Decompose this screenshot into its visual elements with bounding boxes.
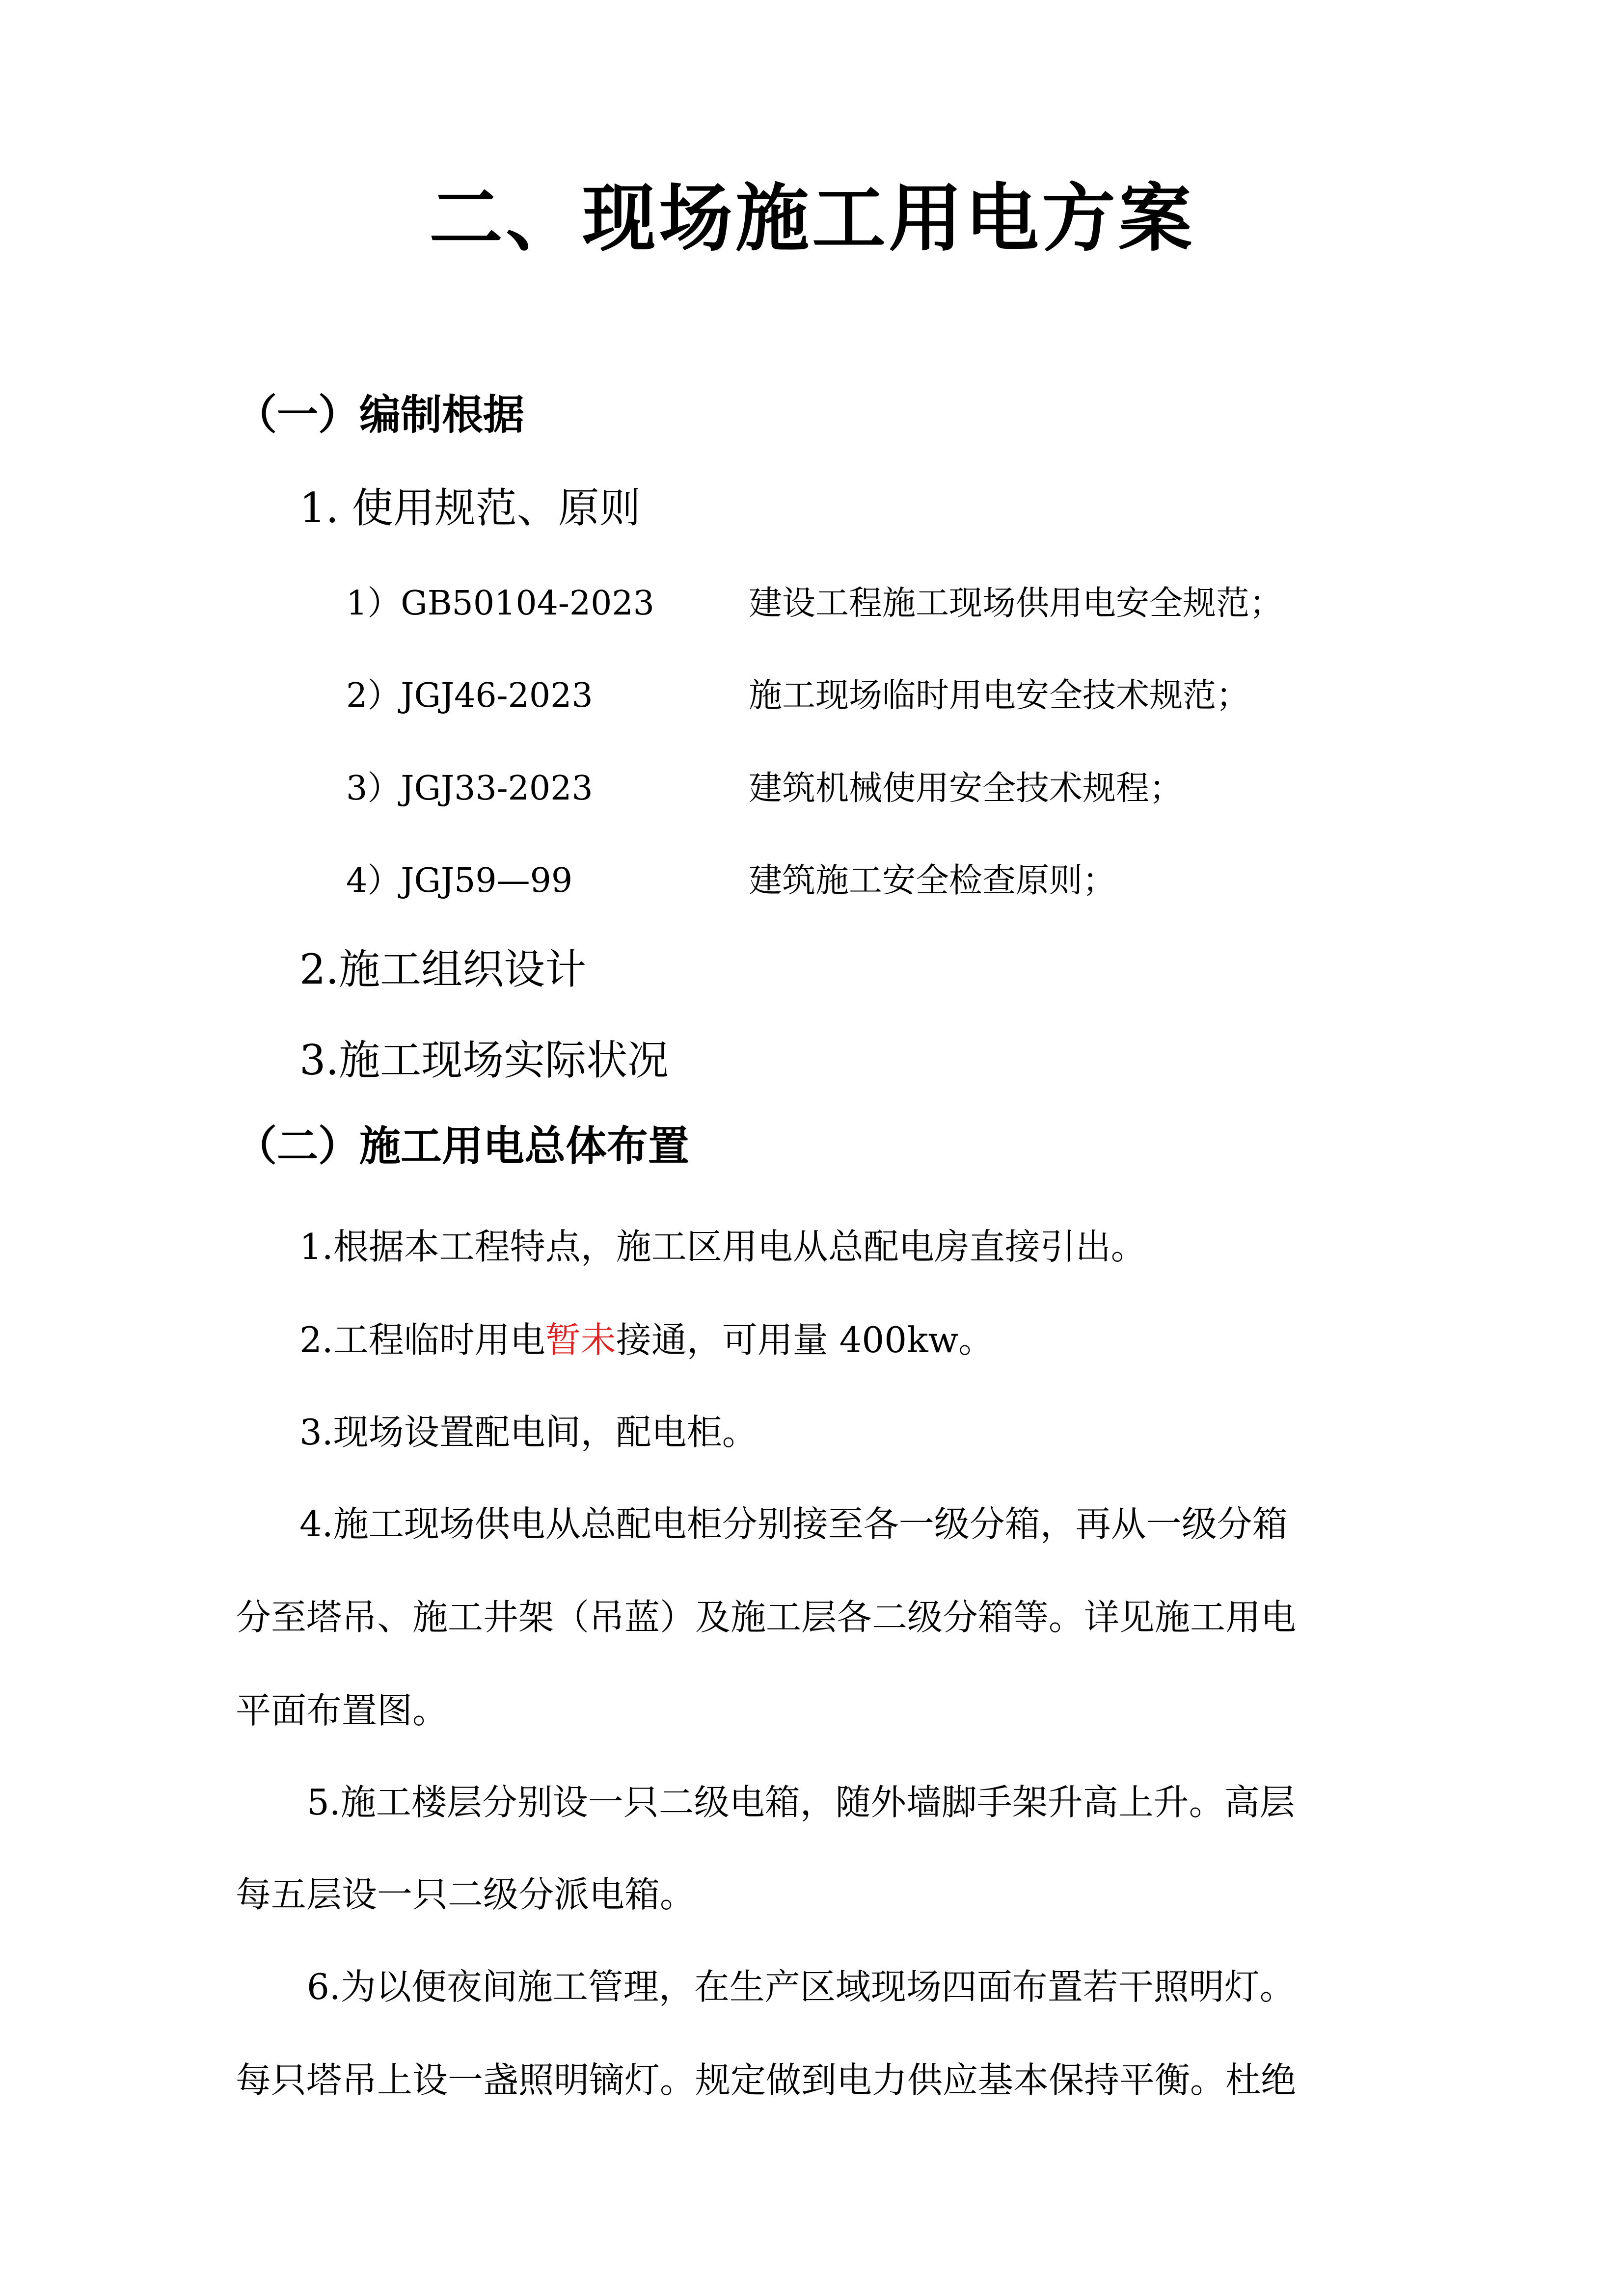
standard-code: 1）GB50104-2023 (346, 584, 654, 623)
paragraph-4-line-3: 平面布置图。 (236, 1690, 448, 1731)
list-item-standards: 1. 使用规范、原则 (299, 484, 641, 532)
highlight-not-connected: 暂未 (545, 1319, 616, 1361)
standard-code: 4）JGJ59—99 (346, 861, 573, 900)
section-heading-basis: （一）编制根据 (236, 390, 525, 439)
paragraph-3: 3.现场设置配电间，配电柜。 (299, 1412, 758, 1453)
paragraph-5-line-2: 每五层设一只二级分派电箱。 (236, 1874, 696, 1915)
paragraph-2-end: 接通，可用量 400kw。 (616, 1319, 994, 1361)
standard-code: 2）JGJ46-2023 (346, 676, 593, 715)
paragraph-4-line-2: 分至塔吊、施工井架（吊蓝）及施工层各二级分箱等。详见施工用电 (236, 1597, 1297, 1638)
paragraph-2 (299, 1315, 994, 1364)
paragraph-5-line-1: 5.施工楼层分别设一只二级电箱，随外墙脚手架升高上升。高层 (307, 1782, 1295, 1823)
page-title: 二、现场施工用电方案 (429, 175, 1195, 262)
standard-desc: 建筑施工安全检查原则； (749, 861, 1116, 900)
standard-code: 3）JGJ33-2023 (346, 769, 593, 808)
paragraph-2-start: 2.工程临时用电 (299, 1319, 545, 1361)
standard-desc: 施工现场临时用电安全技术规范； (749, 676, 1250, 715)
standard-desc: 建设工程施工现场供用电安全规范； (749, 584, 1283, 623)
paragraph-6-line-1: 6.为以便夜间施工管理，在生产区域现场四面布置若干照明灯。 (307, 1966, 1295, 2007)
list-item-site-conditions: 3.施工现场实际状况 (299, 1036, 669, 1084)
standard-desc: 建筑机械使用安全技术规程； (749, 769, 1183, 808)
paragraph-1: 1.根据本工程特点，施工区用电从总配电房直接引出。 (299, 1226, 1146, 1267)
list-item-construction-design: 2.施工组织设计 (299, 945, 587, 993)
paragraph-4-line-1: 4.施工现场供电从总配电柜分别接至各一级分箱，再从一级分箱 (299, 1503, 1288, 1545)
section-heading-layout: （二）施工用电总体布置 (236, 1121, 690, 1170)
paragraph-6-line-2: 每只塔吊上设一盏照明镝灯。规定做到电力供应基本保持平衡。杜绝 (236, 2059, 1297, 2101)
